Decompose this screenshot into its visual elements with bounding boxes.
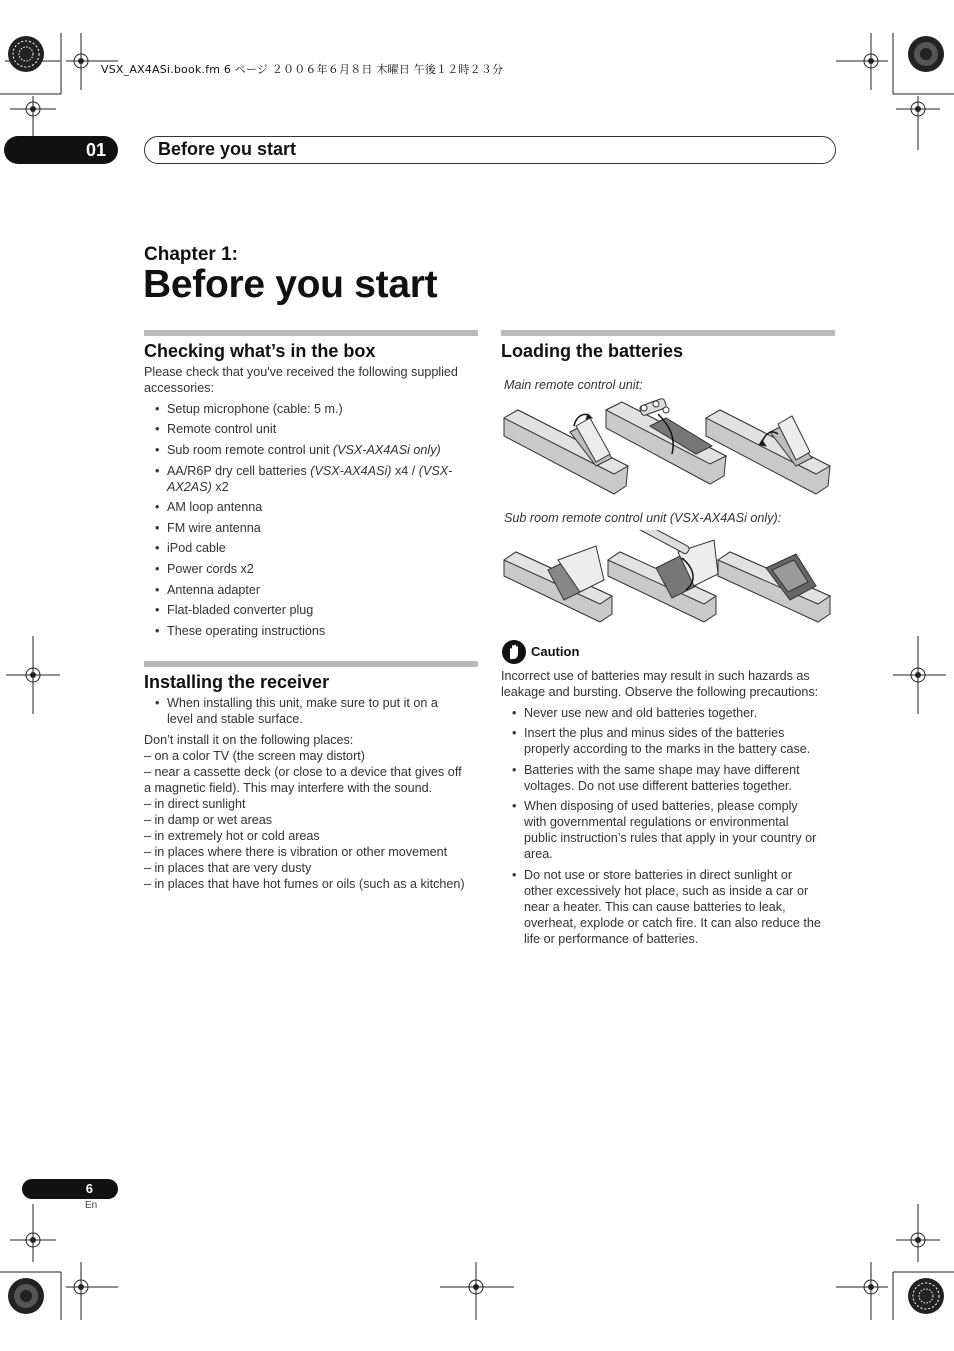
batteries-section-title: Loading the batteries xyxy=(501,341,684,361)
list-item: • These operating instructions xyxy=(167,623,325,639)
precaution-item: • Insert the plus and minus sides of the batteries xyxy=(524,725,784,741)
precaution-continuation: life or performance of batteries. xyxy=(524,932,699,946)
list-item: • FM wire antenna xyxy=(167,520,261,536)
list-item: • Sub room remote control unit (VSX-AX4ASi only) xyxy=(167,442,441,458)
precaution-item: • When disposing of used batteries, please comply xyxy=(524,798,798,814)
precaution-continuation: near a heater. This can cause batteries to leak, xyxy=(524,900,786,914)
caution-intro-line: leakage and bursting. Observe the following precautions: xyxy=(501,685,819,699)
precaution-continuation: area. xyxy=(524,847,553,861)
install-line: – on a color TV (the screen may distort) xyxy=(144,749,365,763)
header-title: Before you start xyxy=(158,139,297,159)
install-line: a magnetic field). This may interfere with the sound. xyxy=(144,781,433,795)
page-title: Before you start xyxy=(143,263,438,306)
section-bar xyxy=(144,330,478,336)
file-info: VSX_AX4ASi.book.fm 6 ページ ２００６年６月８日 木曜日 午後１２時２３分 xyxy=(101,63,504,76)
list-item-continuation: AX2AS) x2 xyxy=(167,480,229,494)
install-line: – in direct sunlight xyxy=(144,797,246,811)
box-intro-line: Please check that you've received the following supplied xyxy=(144,365,458,379)
sub-remote-battery-illustration xyxy=(500,530,834,624)
chapter-label: Chapter 1: xyxy=(144,244,238,265)
caution-label: Caution xyxy=(531,644,580,659)
precaution-item: • Batteries with the same shape may have different xyxy=(524,762,800,778)
install-line: – near a cassette deck (or close to a device that gives off xyxy=(144,765,462,779)
precaution-item: • Never use new and old batteries together. xyxy=(524,705,757,721)
figure-caption-main: Main remote control unit: xyxy=(504,378,643,392)
list-item: • AM loop antenna xyxy=(167,499,262,515)
main-remote-battery-illustration xyxy=(500,396,834,498)
precaution-item: • Do not use or store batteries in direct sunlight or xyxy=(524,867,792,883)
box-intro-line: accessories: xyxy=(144,381,214,395)
precaution-continuation: overheat, explode or catch fire. It can also reduce the xyxy=(524,916,821,930)
precaution-continuation: public instruction’s rules that apply in your country or xyxy=(524,831,817,845)
box-section-title: Checking what’s in the box xyxy=(144,341,376,361)
list-item: • iPod cable xyxy=(167,540,226,556)
list-item: • AA/R6P dry cell batteries (VSX-AX4ASi) x4 / (VSX- xyxy=(167,463,452,479)
install-section-title: Installing the receiver xyxy=(144,672,330,692)
install-line: – in places that have hot fumes or oils (such as a kitchen) xyxy=(144,877,465,891)
list-item: • Setup microphone (cable: 5 m.) xyxy=(167,401,343,417)
caution-hand-icon xyxy=(502,640,526,664)
install-line: – in extremely hot or cold areas xyxy=(144,829,320,843)
list-item: • Remote control unit xyxy=(167,421,276,437)
install-line: – in places that are very dusty xyxy=(144,861,312,875)
section-bar xyxy=(501,330,835,336)
list-item: • Antenna adapter xyxy=(167,582,260,598)
precaution-continuation: voltages. Do not use different batteries together. xyxy=(524,779,792,793)
list-item-continuation: level and stable surface. xyxy=(167,712,303,726)
install-line: – in places where there is vibration or other movement xyxy=(144,845,448,859)
section-bar xyxy=(144,661,478,667)
figure-caption-sub: Sub room remote control unit (VSX-AX4ASi only): xyxy=(504,511,782,525)
precaution-continuation: properly according to the marks in the battery case. xyxy=(524,742,811,756)
language-label: En xyxy=(85,1200,98,1211)
precaution-continuation: other excessively hot place, such as inside a car or xyxy=(524,884,809,898)
install-line: – in damp or wet areas xyxy=(144,813,273,827)
precaution-continuation: with governmental regulations or environmental xyxy=(524,815,789,829)
install-line: Don’t install it on the following places: xyxy=(144,733,354,747)
caution-intro-line: Incorrect use of batteries may result in such hazards as xyxy=(501,669,810,683)
page-number-badge: 6 xyxy=(22,1179,118,1199)
list-item: • Flat-bladed converter plug xyxy=(167,602,313,618)
list-item: • Power cords x2 xyxy=(167,561,254,577)
list-item: • When installing this unit, make sure to put it on a xyxy=(167,695,438,711)
chapter-number-badge: 01 xyxy=(4,136,118,164)
